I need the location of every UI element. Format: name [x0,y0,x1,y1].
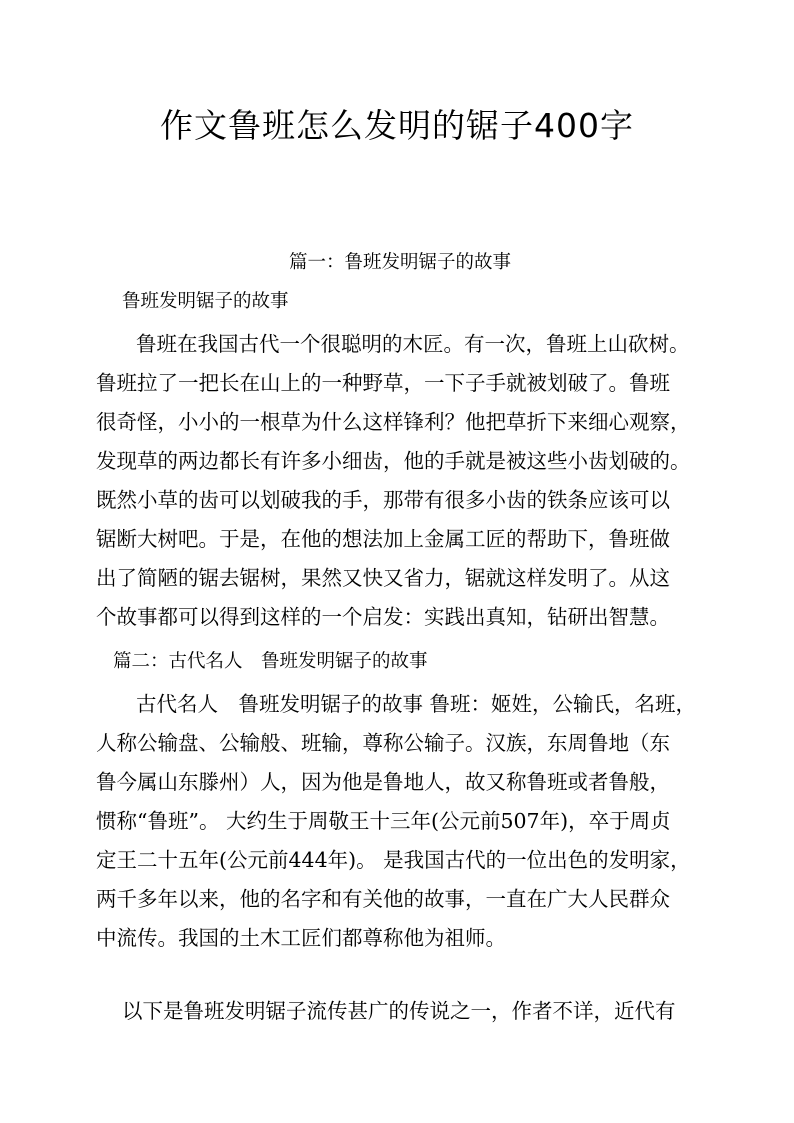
paragraph-line: 发现草的两边都长有许多小细齿，他的手就是被这些小齿划破的。 [96,449,691,473]
paragraph-line: 出了简陋的锯去锯树，果然又快又省力，锯就这样发明了。从这 [96,566,670,590]
paragraph-line: 鲁班拉了一把长在山上的一种野草，一下子手就被划破了。鲁班 [96,371,670,395]
paragraph-line: 定王二十五年(公元前444年)。 是我国古代的一位出色的发明家， [96,848,691,872]
paragraph-line: 人称公输盘、公输般、班输，尊称公输子。汉族，东周鲁地（东 [96,731,670,755]
section-one-heading: 篇一：鲁班发明锯子的故事 [289,252,512,273]
paragraph-line: 惯称“鲁班”。 大约生于周敬王十三年(公元前507年)，卒于周贞 [96,809,671,833]
paragraph-line: 中流传。我国的土木工匠们都尊称他为祖师。 [96,926,506,950]
paragraph-line: 鲁今属山东滕州）人，因为他是鲁地人，故又称鲁班或者鲁般， [96,770,670,794]
section-two-heading: 篇二：古代名人 鲁班发明锯子的故事 [113,651,428,672]
paragraph-line: 鲁班在我国古代一个很聪明的木匠。有一次，鲁班上山砍树。 [136,332,690,356]
paragraph-line: 既然小草的齿可以划破我的手，那带有很多小齿的铁条应该可以 [96,488,670,512]
paragraph-line: 两千多年以来，他的名字和有关他的故事，一直在广大人民群众 [96,887,670,911]
document-title: 作文鲁班怎么发明的锯子400字 [160,106,634,145]
section-one-subheading: 鲁班发明锯子的故事 [122,291,289,312]
paragraph-line: 锯断大树吧。于是，在他的想法加上金属工匠的帮助下，鲁班做 [96,527,670,551]
paragraph-line: 个故事都可以得到这样的一个启发：实践出真知，钻研出智慧。 [96,605,670,629]
paragraph-line: 很奇怪，小小的一根草为什么这样锋利？他把草折下来细心观察， [96,410,691,434]
paragraph-line: 以下是鲁班发明锯子流传甚广的传说之一，作者不详，近代有 [122,999,676,1023]
paragraph-line: 古代名人 鲁班发明锯子的故事 鲁班：姬姓，公输氏，名班， [136,692,697,716]
